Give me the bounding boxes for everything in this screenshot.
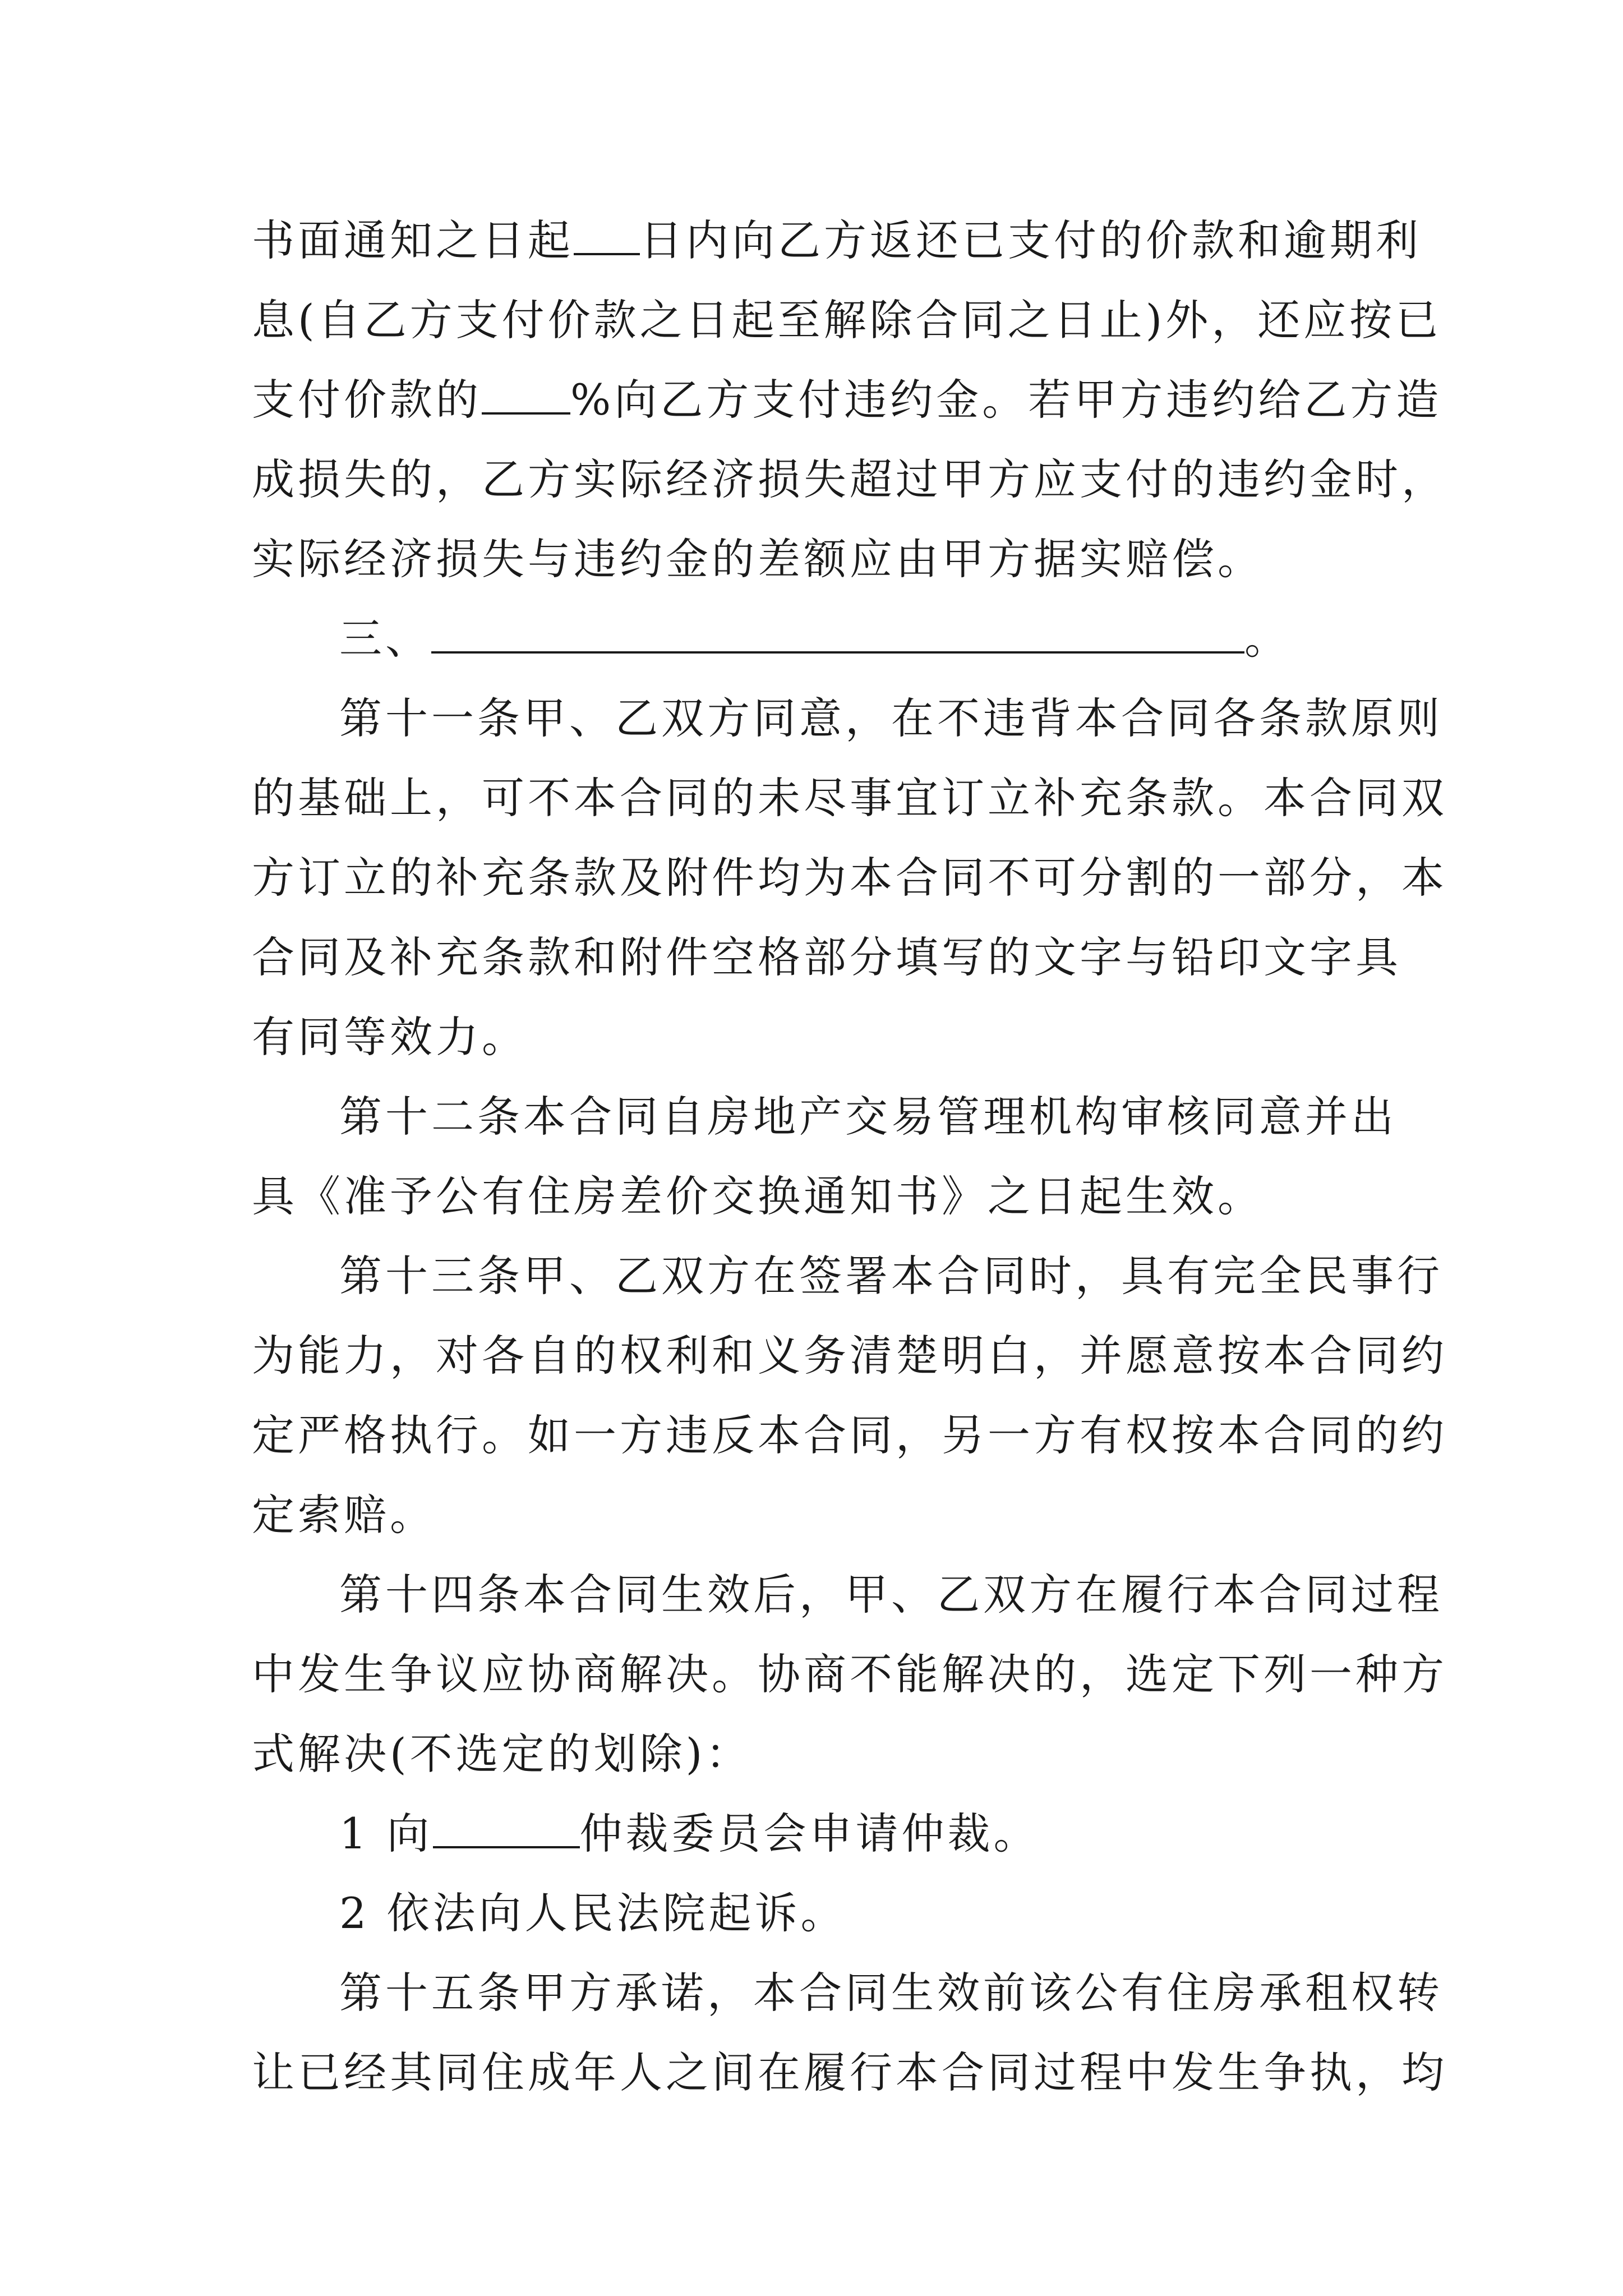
text-line: 定索赔。: [252, 1490, 436, 1540]
text-line: 为能力，对各自的权利和义务清楚明白，并愿意按本合同约: [252, 1331, 1447, 1381]
option-2-line: 2 依法向人民法院起诉。: [339, 1888, 847, 1938]
text-line: 式解决(不选定的划除)：: [252, 1729, 752, 1779]
article-15-heading-line: 第十五条甲方承诺，本合同生效前该公有住房承租权转: [339, 1968, 1443, 2018]
text-line: 方订立的补充条款及附件均为本合同不可分割的一部分，本: [252, 853, 1447, 903]
option-1-line: 1 向 仲裁委员会申请仲裁。: [339, 1809, 1040, 1858]
text-line: 中发生争议应协商解决。协商不能解决的，选定下列一种方: [252, 1649, 1447, 1699]
fill-blank-arbitration: [433, 1812, 580, 1848]
text-line: 息(自乙方支付价款之日起至解除合同之日止)外，还应按已: [252, 295, 1442, 345]
text-line: 有同等效力。: [252, 1012, 528, 1062]
contract-body: [252, 201, 1447, 2113]
fill-blank-days: [574, 219, 640, 255]
text-line: 支付价款的 %向乙方支付违约金。若甲方违约给乙方造: [252, 375, 1442, 425]
article-13-heading-line: 第十三条甲、乙双方在签署本合同时，具有完全民事行: [339, 1251, 1443, 1301]
article-12-heading-line: 第十二条本合同自房地产交易管理机构审核同意并出: [339, 1092, 1397, 1142]
text-line: 让已经其同住成年人之间在履行本合同过程中发生争执，均: [252, 2047, 1447, 2097]
text-line: 成损失的，乙方实际经济损失超过甲方应支付的违约金时，: [252, 454, 1447, 504]
article-14-heading-line: 第十四条本合同生效后，甲、乙双方在履行本合同过程: [339, 1570, 1443, 1619]
fill-blank-percent: [482, 379, 570, 415]
text-line: 的基础上，可不本合同的未尽事宜订立补充条款。本合同双: [252, 773, 1447, 823]
text-line: 定严格执行。如一方违反本合同，另一方有权按本合同的约: [252, 1410, 1447, 1460]
article-11-heading-line: 第十一条甲、乙双方同意，在不违背本合同各条款原则: [339, 693, 1443, 743]
fill-blank-clause: [431, 618, 1244, 654]
clause-three-line: 三、 。: [339, 614, 1290, 664]
text-line: 具《准予公有住房差价交换通知书》之日起生效。: [252, 1171, 1264, 1221]
text-line: 书面通知之日起 日内向乙方返还已支付的价款和逾期利: [252, 215, 1422, 265]
text-line: 合同及补充条款和附件空格部分填写的文字与铅印文字具: [252, 932, 1401, 982]
text-line: 实际经济损失与违约金的差额应由甲方据实赔偿。: [252, 534, 1264, 584]
